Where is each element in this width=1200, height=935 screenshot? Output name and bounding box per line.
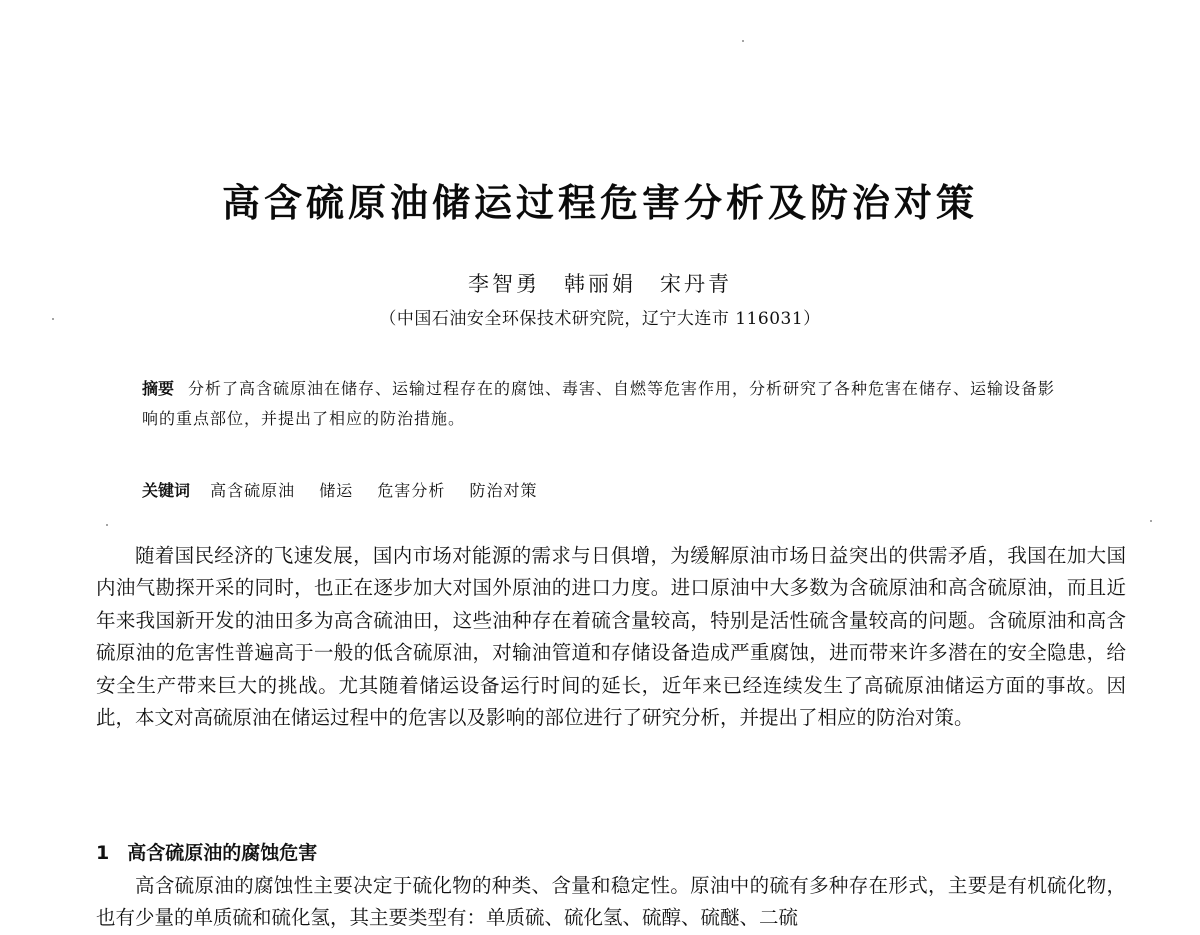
author-affiliation: （中国石油安全环保技术研究院，辽宁大连市 116031） — [379, 309, 821, 329]
scan-speck — [742, 40, 744, 42]
scan-speck — [1150, 520, 1152, 522]
keyword-item: 储运 — [319, 481, 354, 500]
section-title: 高含硫原油的腐蚀危害 — [127, 842, 318, 864]
abstract-text: 分析了高含硫原油在储存、运输过程存在的腐蚀、毒害、自燃等危害作用，分析研究了各种危害在储存、运输设备影响的重点部位，并提出了相应的防治措施。 — [142, 379, 1056, 428]
section-heading — [96, 838, 1126, 868]
scan-speck — [52, 318, 54, 320]
abstract-label: 摘要 — [142, 379, 175, 398]
introduction-paragraph: 随着国民经济的飞速发展，国内市场对能源的需求与日俱增，为缓解原油市场日益突出的供需矛盾，我国在加大国内油气勘探开采的同时，也正在逐步加大对国外原油的进口力度。进口原油中大多数为含硫原油和高含硫原油，而且近年来我国新开发的油田多为高含硫油田，这些油种存在着硫含量较高，特别是活性硫含量较高的问题。含硫原油和高含硫原油的危害性普遍高于一般的低含硫原油，对输油管道和存储设备造成严重腐蚀，进而带来许多潜在的安全隐患，给安全生产带来巨大的挑战。尤其随着储运设备运行时间的延长，近年来已经连续发生了高硫原油储运方面的事故。因此，本文对高硫原油在储运过程中的危害以及影响的部位进行了研究分析，并提出了相应的防治对策。 — [96, 544, 1126, 730]
abstract-block — [142, 374, 1072, 434]
author-list: 李智勇 韩丽娟 宋丹青 — [468, 272, 732, 296]
keyword-item: 防治对策 — [469, 481, 538, 500]
scan-speck — [106, 524, 108, 526]
section-number: 1 — [96, 842, 110, 864]
keywords-label: 关键词 — [142, 481, 191, 500]
keyword-item: 危害分析 — [377, 481, 446, 500]
section-paragraph: 高含硫原油的腐蚀性主要决定于硫化物的种类、含量和稳定性。原油中的硫有多种存在形式，主要是有机硫化物，也有少量的单质硫和硫化氢，其主要类型有：单质硫、硫化氢、硫醇、硫醚、二硫 — [96, 874, 1126, 930]
keywords-block — [142, 478, 1072, 504]
keyword-item: 高含硫原油 — [210, 481, 296, 500]
paper-title: 高含硫原油储运过程危害分析及防治对策 — [221, 181, 978, 225]
